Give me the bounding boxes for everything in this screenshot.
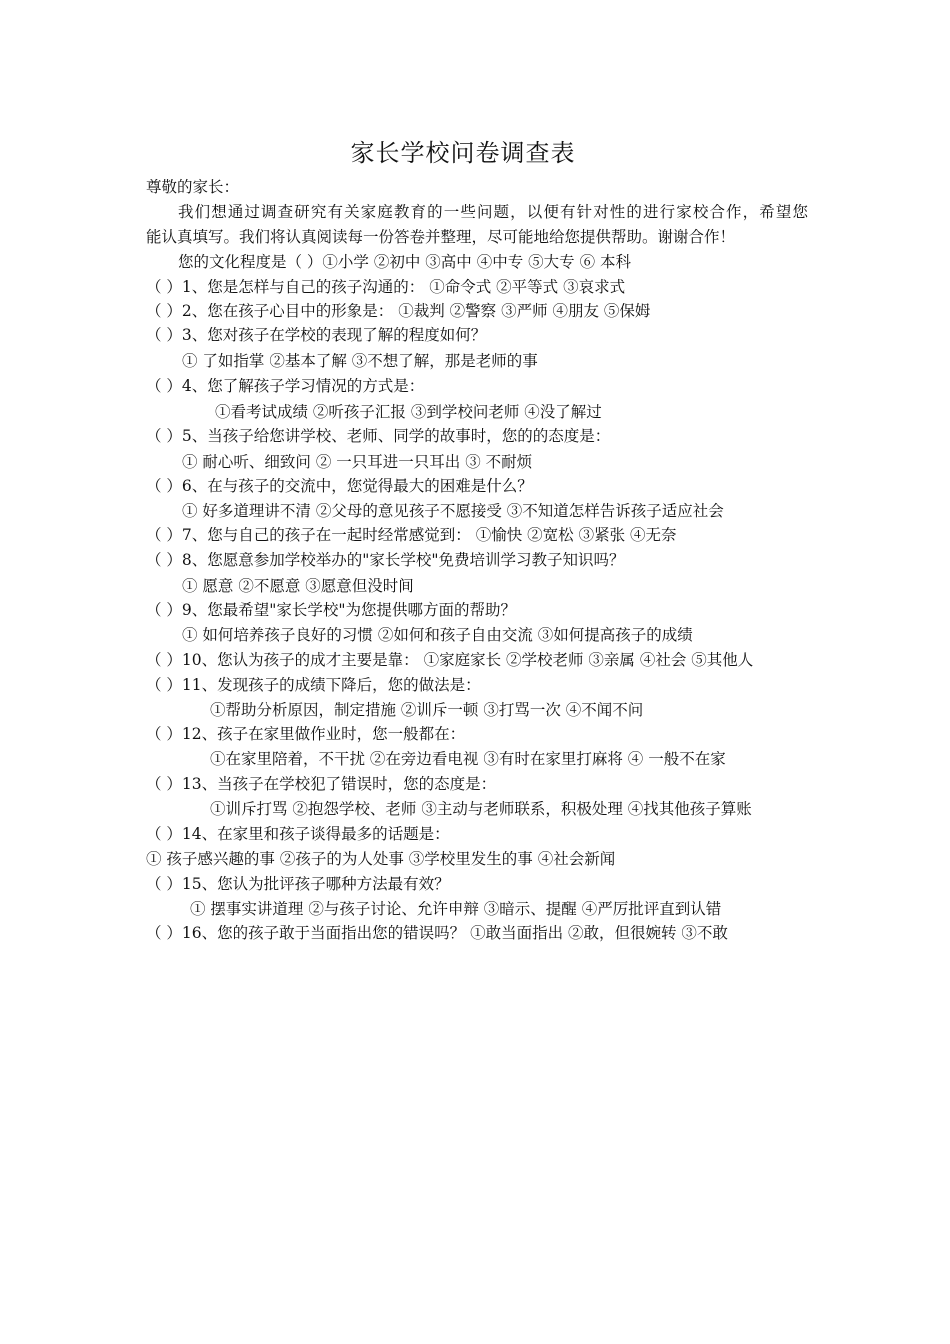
intro-line-2: 能认真填写。我们将认真阅读每一份答卷并整理，尽可能地给您提供帮助。谢谢合作！ bbox=[146, 228, 736, 246]
question-4-options: ①看考试成绩 ②听孩子汇报 ③到学校问老师 ④没了解过 bbox=[215, 403, 602, 421]
question-14-options: ① 孩子感兴趣的事 ②孩子的为人处事 ③学校里发生的事 ④社会新闻 bbox=[146, 850, 616, 868]
question-5: （ ）5、当孩子给您讲学校、老师、同学的故事时，您的的态度是： bbox=[146, 427, 611, 445]
question-7: （ ）7、您与自己的孩子在一起时经常感觉到： ①愉快 ②宽松 ③紧张 ④无奈 bbox=[146, 526, 677, 544]
question-13: （ ）13、当孩子在学校犯了错误时，您的态度是： bbox=[146, 775, 497, 793]
question-6-options: ① 好多道理讲不清 ②父母的意见孩子不愿接受 ③不知道怎样告诉孩子适应社会 bbox=[182, 502, 724, 520]
question-15: （ ）15、您认为批评孩子哪种方法最有效？ bbox=[146, 875, 450, 893]
question-9: （ ）9、您最希望"家长学校"为您提供哪方面的帮助？ bbox=[146, 601, 517, 619]
question-3: （ ）3、您对孩子在学校的表现了解的程度如何？ bbox=[146, 326, 487, 344]
question-11: （ ）11、发现孩子的成绩下降后，您的做法是： bbox=[146, 676, 481, 694]
question-10: （ ）10、您认为孩子的成才主要是靠： ①家庭家长 ②学校老师 ③亲属 ④社会 ⑤其他人 bbox=[146, 651, 754, 669]
question-12: （ ）12、孩子在家里做作业时，您一般都在： bbox=[146, 725, 466, 743]
question-14: （ ）14、在家里和孩子谈得最多的话题是： bbox=[146, 825, 450, 843]
question-8: （ ）8、您愿意参加学校举办的"家长学校"免费培训学习教子知识吗？ bbox=[146, 551, 625, 569]
salutation: 尊敬的家长： bbox=[146, 178, 240, 196]
question-6: （ ）6、在与孩子的交流中，您觉得最大的困难是什么？ bbox=[146, 477, 533, 495]
question-15-options: ① 摆事实讲道理 ②与孩子讨论、允许申辩 ③暗示、提醒 ④严厉批评直到认错 bbox=[190, 900, 722, 918]
question-11-options: ①帮助分析原因，制定措施 ②训斥一顿 ③打骂一次 ④不闻不问 bbox=[210, 701, 644, 719]
question-16: （ ）16、您的孩子敢于当面指出您的错误吗？ ①敢当面指出 ②敢，但很婉转 ③不敢 bbox=[146, 924, 728, 942]
question-13-options: ①训斥打骂 ②抱怨学校、老师 ③主动与老师联系，积极处理 ④找其他孩子算账 bbox=[210, 800, 752, 818]
document-title: 家长学校问卷调查表 bbox=[350, 139, 576, 167]
question-2: （ ）2、您在孩子心目中的形象是： ①裁判 ②警察 ③严师 ④朋友 ⑤保姆 bbox=[146, 302, 651, 320]
question-3-options: ① 了如指掌 ②基本了解 ③不想了解，那是老师的事 bbox=[182, 352, 538, 370]
question-4: （ ）4、您了解孩子学习情况的方式是： bbox=[146, 377, 425, 395]
question-8-options: ① 愿意 ②不愿意 ③愿意但没时间 bbox=[182, 577, 414, 595]
question-1: （ ）1、您是怎样与自己的孩子沟通的： ①命令式 ②平等式 ③哀求式 bbox=[146, 278, 626, 296]
question-9-options: ① 如何培养孩子良好的习惯 ②如何和孩子自由交流 ③如何提高孩子的成绩 bbox=[182, 626, 693, 644]
intro-line-1: 我们想通过调查研究有关家庭教育的一些问题，以便有针对性的进行家校合作，希望您 bbox=[178, 203, 808, 221]
question-12-options: ①在家里陪着，不干扰 ②在旁边看电视 ③有时在家里打麻将 ④ 一般不在家 bbox=[210, 750, 726, 768]
education-level-line: 您的文化程度是（ ）①小学 ②初中 ③高中 ④中专 ⑤大专 ⑥ 本科 bbox=[178, 253, 631, 271]
question-5-options: ① 耐心听、细致问 ② 一只耳进一只耳出 ③ 不耐烦 bbox=[182, 453, 533, 471]
